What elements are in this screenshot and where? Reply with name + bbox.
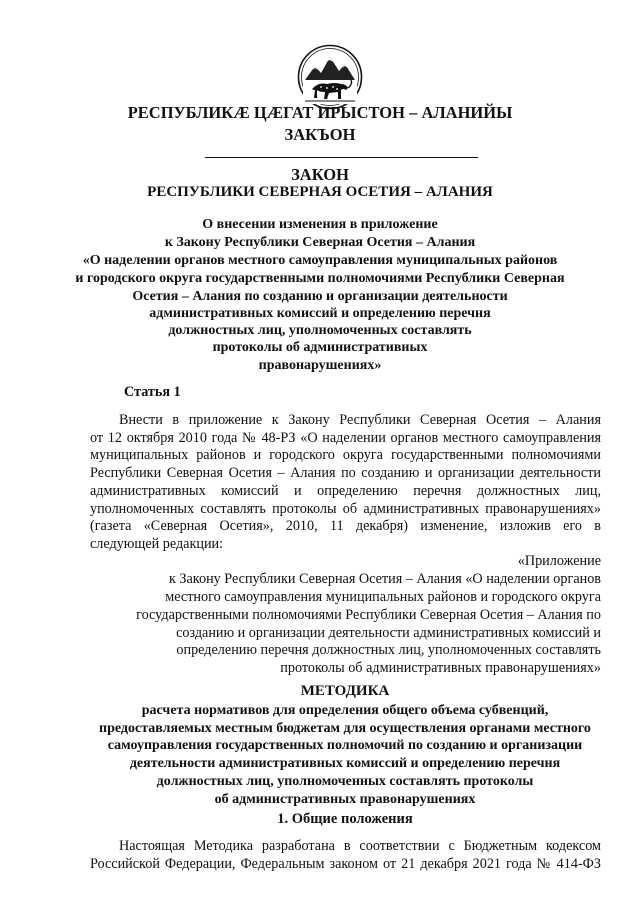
appendix-line: местного самоуправления муниципальных районов и городского округа [165, 589, 601, 605]
appendix-line: протоколы об административных правонарушениях» [280, 660, 601, 676]
methodology-line: об административных правонарушениях [214, 792, 476, 807]
article-paragraph-line: административных комиссий и определению перечня должностных лиц, [90, 483, 601, 499]
header-law-russian: ЗАКОН [291, 165, 349, 184]
title-line: административных комиссий и определению перечня [149, 306, 491, 321]
title-line: и городского округа государственными полномочиями Республики Северная [75, 271, 565, 286]
appendix-line: к Закону Республики Северная Осетия – Алания «О наделении органов [168, 571, 601, 587]
title-line: «О наделении органов местного самоуправления муниципальных районов [82, 253, 558, 268]
article-paragraph-line: (газета «Северная Осетия», 2010, 11 декабря) изменение, изложив его в [90, 518, 601, 534]
methodology-line: предоставляемых местным бюджетам для осуществления органами местного [99, 721, 591, 736]
section-heading: 1. Общие положения [277, 811, 413, 827]
header-law-ossetian: ЗАКЪОН [284, 125, 356, 144]
header-divider [205, 157, 478, 158]
methodology-line: самоуправления государственных полномочий по созданию и организации [107, 738, 583, 753]
methodology-line: расчета нормативов для определения общего объема субвенций, [141, 703, 549, 718]
appendix-line: созданию и организации деятельности административных комиссий и [176, 625, 601, 641]
section-paragraph-line: Настоящая Методика разработана в соответствии с Бюджетным кодексом [119, 838, 601, 854]
article-heading: Статья 1 [124, 384, 181, 400]
section-paragraph-line: Российской Федерации, Федеральным законом от 21 декабря 2021 года № 414-ФЗ [90, 856, 601, 872]
article-paragraph-line: от 12 октября 2010 года № 48-РЗ «О наделении органов местного самоуправления [90, 430, 601, 446]
title-line: протоколы об административных [212, 340, 428, 355]
coat-of-arms-icon [297, 44, 363, 110]
methodology-line: должностных лиц, уполномоченных составлять протоколы [156, 774, 534, 789]
title-line: к Закону Республики Северная Осетия – Алания [164, 235, 476, 250]
appendix-line: определению перечня должностных лиц, уполномоченных составлять [176, 642, 601, 658]
header-republic-ossetian: РЕСПУБЛИКÆ ЦÆГАТ ИРЫСТОН – АЛАНИЙЫ [127, 103, 513, 122]
article-paragraph-line: Республики Северная Осетия – Алания по созданию и организации деятельности [90, 465, 601, 481]
appendix-line: государственными полномочиями Республики Северная Осетия – Алания по [136, 607, 601, 623]
header-republic-russian: РЕСПУБЛИКИ СЕВЕРНАЯ ОСЕТИЯ – АЛАНИЯ [147, 184, 493, 200]
article-paragraph-line: муниципальных районов и городского округа государственными полномочиями [90, 447, 601, 463]
title-line: правонарушениях» [258, 358, 382, 373]
methodology-heading: МЕТОДИКА [300, 683, 390, 699]
article-paragraph-line: Внести в приложение к Закону Республики Северная Осетия – Алания [119, 412, 601, 428]
article-paragraph-line: уполномоченных составлять протоколы об административных правонарушениях» [90, 501, 601, 517]
appendix-line: «Приложение [517, 553, 601, 569]
title-line: должностных лиц, уполномоченных составлять [168, 323, 472, 338]
methodology-line: деятельности административных комиссий и определению перечня [129, 756, 561, 771]
article-paragraph-line: следующей редакции: [90, 536, 224, 552]
title-line: О внесении изменения в приложение [202, 217, 438, 232]
title-line: Осетия – Алания по созданию и организации деятельности [132, 289, 508, 304]
